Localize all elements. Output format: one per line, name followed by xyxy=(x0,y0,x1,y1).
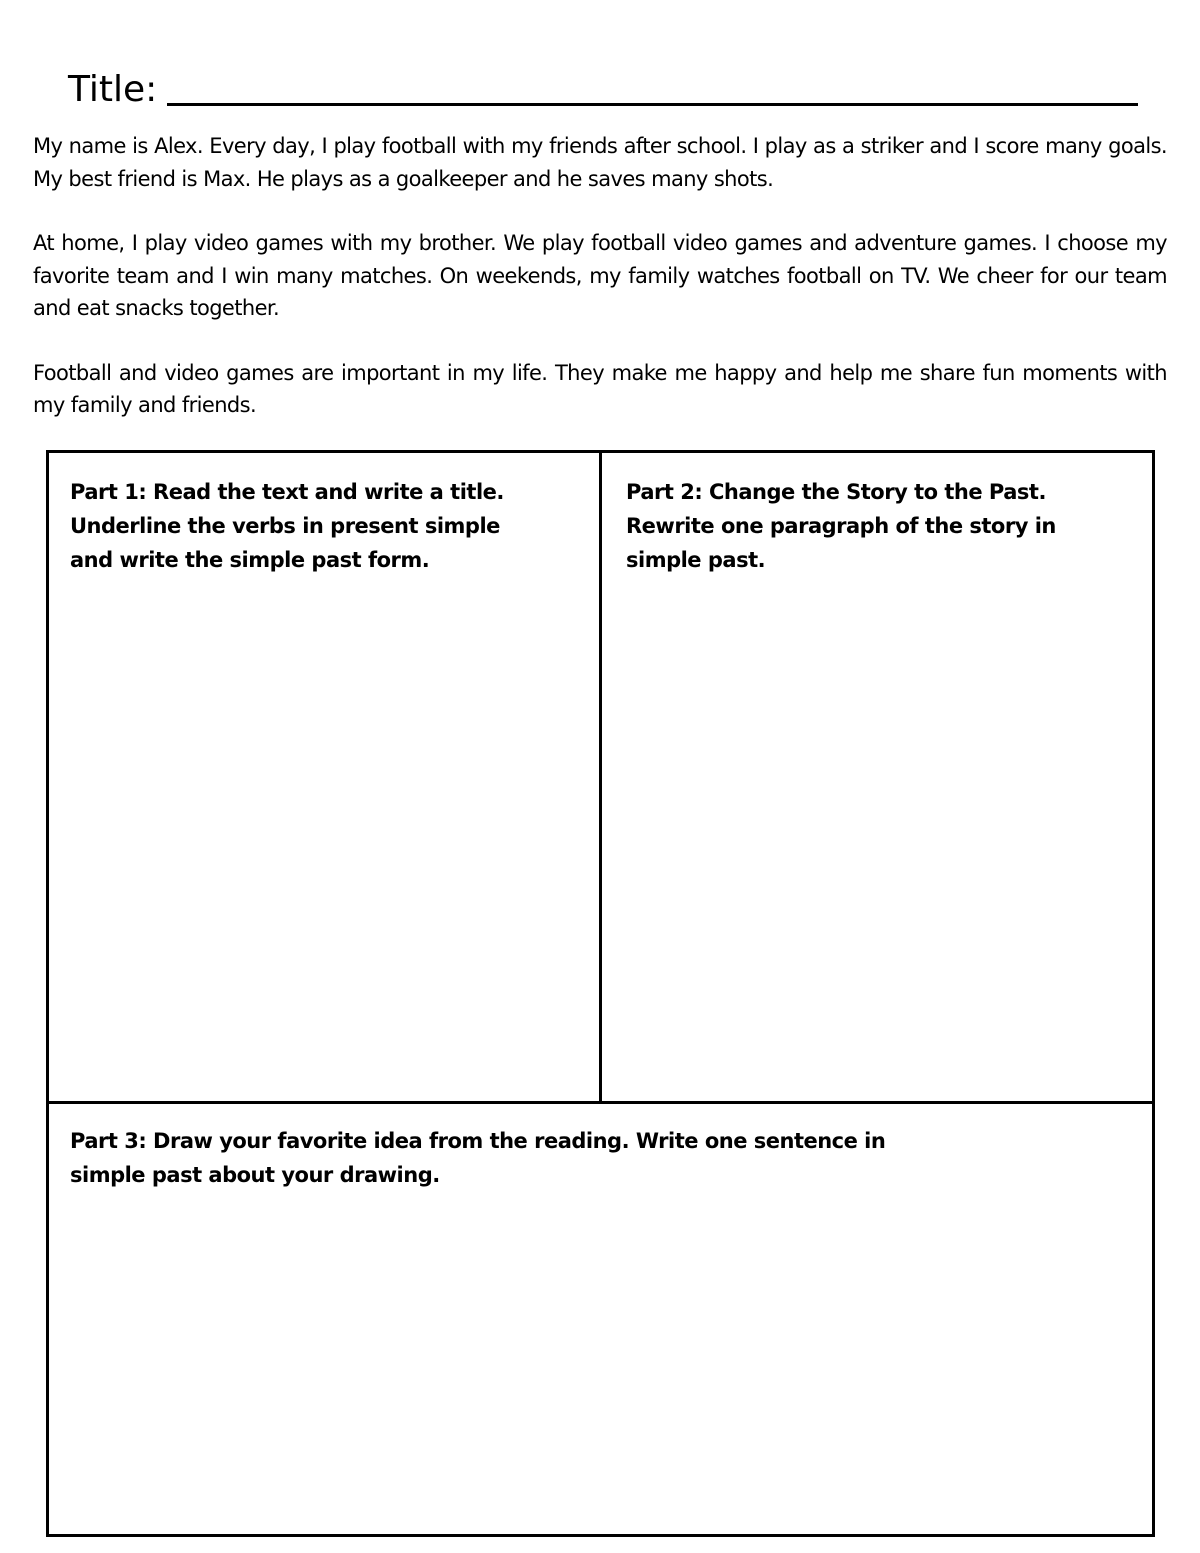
title-row xyxy=(68,62,1138,112)
story-paragraph-2: At home, I play video games with my brother. We play football video games and adventure games. I choose my favorite team and I win many matches. On weekends, my family watches football on TV. We cheer for our team and eat snacks together. xyxy=(33,231,1167,320)
part-2-line: Rewrite one paragraph of the story in xyxy=(626,514,1056,538)
part-2-box[interactable] xyxy=(602,453,1152,1104)
part-1-line: and write the simple past form. xyxy=(70,548,430,572)
story-paragraph-3: Football and video games are important in my life. They make me happy and help me share fun moments with my family and friends. xyxy=(33,360,1167,417)
part-2-instructions xyxy=(626,475,1126,577)
part-3-instructions xyxy=(70,1124,990,1192)
story-paragraph-1: My name is Alex. Every day, I play football with my friends after school. I play as a striker and I score many goals. My best friend is Max. He plays as a goalkeeper and he saves many shots. xyxy=(33,134,1167,191)
part-3-box[interactable] xyxy=(49,1104,1152,1534)
task-grid xyxy=(46,450,1155,1537)
part-1-line: Part 1: Read the text and write a title. xyxy=(70,480,504,504)
title-label: Title: xyxy=(68,69,158,110)
part-1-box[interactable] xyxy=(49,453,602,1104)
part-2-line: Part 2: Change the Story to the Past. xyxy=(626,480,1046,504)
title-answer-line[interactable] xyxy=(167,63,1138,106)
reading-text xyxy=(33,130,1167,454)
part-1-instructions xyxy=(70,475,570,577)
part-2-line: simple past. xyxy=(626,548,766,572)
part-3-line: Part 3: Draw your favorite idea from the reading. Write one sentence in xyxy=(70,1129,886,1153)
part-1-line: Underline the verbs in present simple xyxy=(70,514,500,538)
part-3-line: simple past about your drawing. xyxy=(70,1163,440,1187)
